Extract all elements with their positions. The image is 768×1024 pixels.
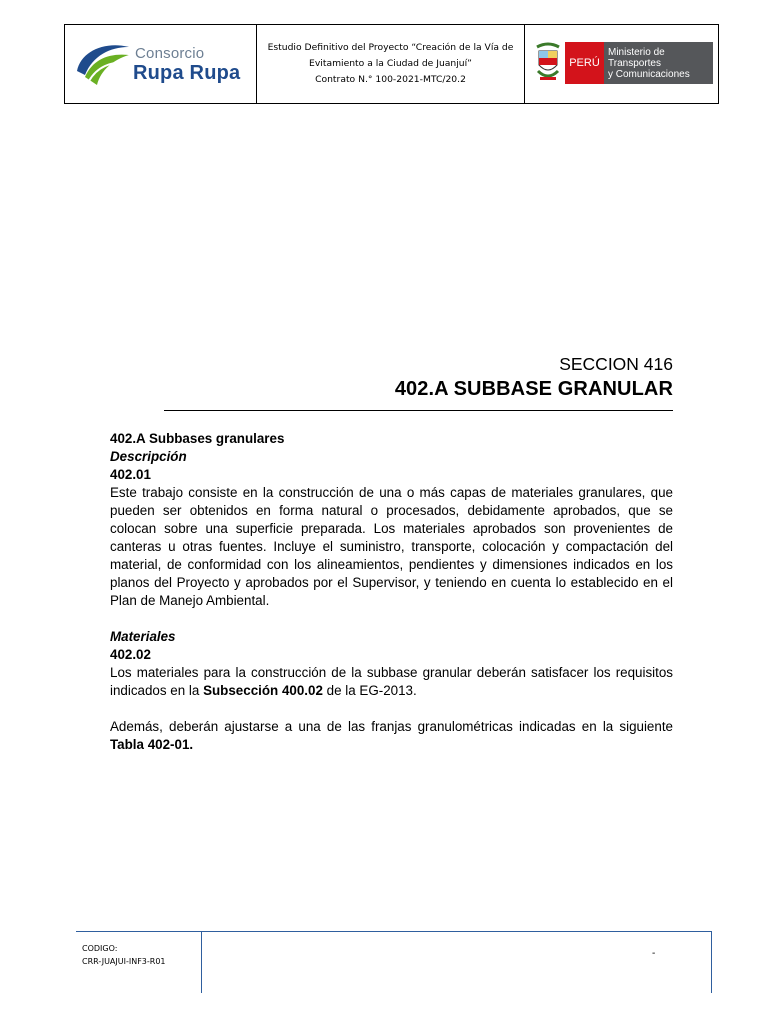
peru-coat-of-arms-icon <box>535 41 561 83</box>
ministry-line-1: Ministerio de Transportes <box>608 46 665 69</box>
project-line-2: Evitamiento a la Ciudad de Juanjuí” <box>309 58 472 69</box>
consortium-logo-cell <box>65 25 257 103</box>
contract-number: Contrato N.° 100-2021-MTC/20.2 <box>315 74 466 85</box>
footer-page-number: - <box>652 948 656 959</box>
ministry-name <box>604 42 713 84</box>
footer-divider-left <box>201 932 202 993</box>
peru-label: PERÚ <box>565 42 604 84</box>
table-reference: Tabla 402-01. <box>110 737 194 752</box>
description-paragraph: Este trabajo consiste en la construcción de una o más capas de materiales granulares, que pueden ser obtenidos en forma natural o procesados, debidamente aprobados, que se colocan sobre una superficie preparada. Los materiales aprobados son provenientes de canteras u otras fuentes. Incluye el suministro, transporte, colocación y compactación del material, de conformidad con los alineamientos, pendientes y dimensiones indicados en los planos del Proyecto y aprobados por el Supervisor, y teniendo en cuenta lo establecido en el Plan de Manejo Ambiental. <box>110 485 673 608</box>
title-underline <box>164 410 673 411</box>
granulometric-paragraph <box>110 718 673 754</box>
footer-code-block <box>82 942 166 968</box>
section-label: SECCION 416 <box>559 354 673 374</box>
footer-code-label: CODIGO: <box>82 944 118 953</box>
document-header <box>64 24 719 104</box>
clause-code-402-02: 402.02 <box>110 647 151 662</box>
rupa-rupa-logo-icon <box>75 41 131 89</box>
subsection-reference: Subsección 400.02 <box>203 683 323 698</box>
ministry-banner <box>565 42 713 84</box>
ministry-logo-cell <box>525 25 718 103</box>
materials-paragraph <box>110 664 673 700</box>
project-title-cell <box>257 25 525 103</box>
project-line-1: Estudio Definitivo del Proyecto “Creación de la Vía de <box>267 42 514 53</box>
materiales-heading: Materiales <box>110 629 176 644</box>
footer-code-value: CRR-JUAJUI-INF3-R01 <box>82 957 166 966</box>
document-body <box>110 430 673 754</box>
materials-text-pre: Los materiales para la construcción de la subbase granular deberán satisfacer los requisitos indicados en la <box>110 665 673 698</box>
section-title: 402.A SUBBASE GRANULAR <box>394 378 673 400</box>
footer-rule <box>76 931 712 932</box>
ministry-line-2: y Comunicaciones <box>608 68 690 80</box>
clause-code-402-01: 402.01 <box>110 467 151 482</box>
descripcion-heading: Descripción <box>110 449 187 464</box>
logo-text-rupa-rupa: Rupa Rupa <box>133 62 241 84</box>
logo-text-consorcio: Consorcio <box>135 45 205 62</box>
footer-divider-right <box>711 932 712 993</box>
body-heading: 402.A Subbases granulares <box>110 431 285 446</box>
materials-text-post: de la EG-2013. <box>322 683 417 698</box>
granulometric-text-pre: Además, deberán ajustarse a una de las franjas granulométricas indicadas en la siguiente <box>110 719 673 734</box>
